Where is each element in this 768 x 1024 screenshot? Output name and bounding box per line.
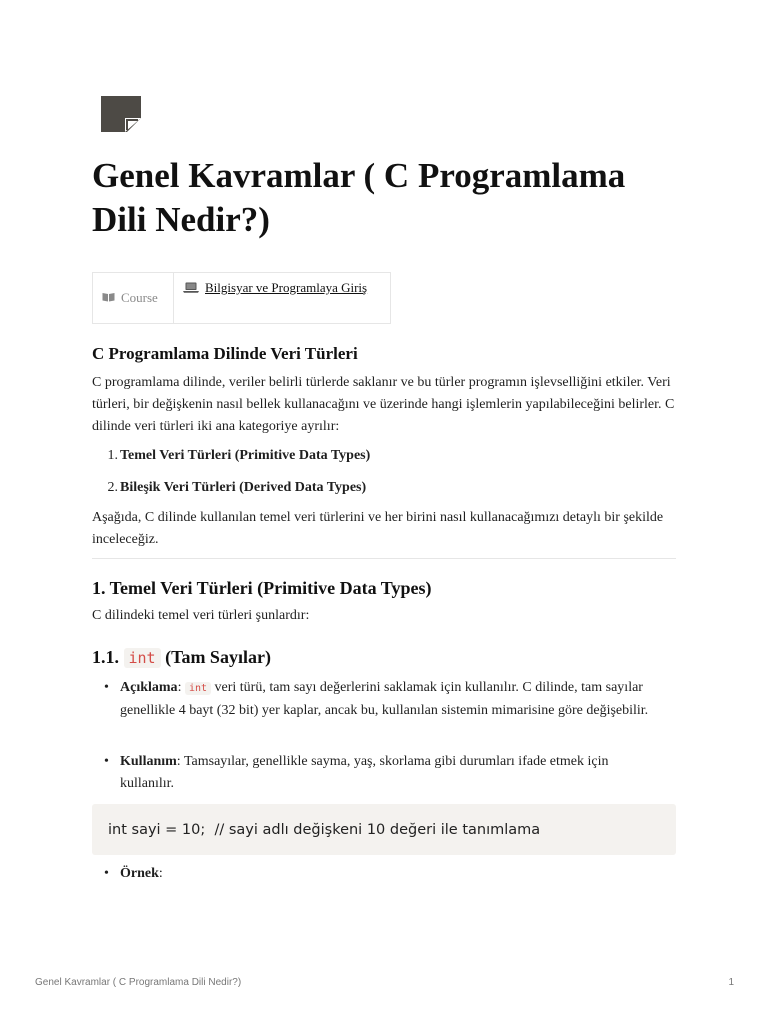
- bullet-label: Örnek: [120, 866, 159, 881]
- bullet-label: Kullanım: [120, 754, 177, 769]
- open-book-icon: [102, 290, 115, 306]
- paragraph: C programlama dilinde, veriler belirli türlerde saklanır ve bu türler programın işlevselliğini etkiler. Veri türleri, bir değişkenin nasıl bellek kullanacağını ve üzerinde hangi işlemlerin yapılabileceğini belirler. C dilinde veri türleri iki ana kategoriye ayrılır:: [92, 375, 675, 434]
- list-item: • Örnek:: [120, 863, 660, 885]
- page-title: Genel Kavramlar ( C Programlama Dili Nedir?): [92, 156, 626, 239]
- property-table: [92, 272, 391, 324]
- bullet: •: [104, 754, 109, 769]
- property-key: [93, 273, 174, 323]
- divider: [92, 558, 676, 559]
- property-key-label: Course: [121, 290, 158, 305]
- subsection-number: 1.1.: [92, 647, 119, 667]
- property-value[interactable]: [174, 273, 375, 323]
- paragraph: Aşağıda, C dilinde kullanılan temel veri türlerini ve her birini nasıl kullanacağımızı detaylı bir şekilde inceleceğiz.: [92, 510, 664, 547]
- code-block: int sayi = 10; // sayi adlı değişkeni 10 değeri ile tanımlama: [92, 804, 676, 855]
- subsection-title: (Tam Sayılar): [165, 647, 271, 667]
- list-item: • Açıklama: int veri türü, tam sayı değerlerini saklamak için kullanılır. C dilinde, tam sayılar genellikle 4 bayt (32 bit) yer kaplar, ancak bu, kullanılan sistemin mimarisine göre değişebilir.: [120, 677, 660, 722]
- inline-code: int: [185, 682, 211, 695]
- bullet: •: [104, 680, 109, 695]
- section-heading: 1. Temel Veri Türleri (Primitive Data Types): [92, 578, 432, 598]
- footer-title: Genel Kavramlar ( C Programlama Dili Nedir?): [35, 977, 242, 988]
- sticky-note-icon: [101, 96, 141, 132]
- paragraph: C dilindeki temel veri türleri şunlardır:: [92, 608, 310, 623]
- page-number: 1: [728, 977, 734, 988]
- bullet-text: veri türü, tam sayı değerlerini saklamak için kullanılır. C dilinde, tam sayılar genellikle 4 bayt (32 bit) yer kaplar, ancak bu, kullanılan sistemin mimarisine göre değişebilir.: [120, 680, 649, 718]
- bullet-text: Tamsayılar, genellikle sayma, yaş, skorlama gibi durumları ifade etmek için kullanılır.: [120, 754, 609, 791]
- section-heading: C Programlama Dilinde Veri Türleri: [92, 344, 358, 363]
- course-link[interactable]: Bilgisyar ve Programlaya Giriş: [205, 280, 368, 295]
- subsection-heading: [92, 644, 676, 671]
- list-item-text: Bileşik Veri Türleri (Derived Data Types): [120, 480, 367, 495]
- list-item: [107, 445, 660, 467]
- list-item-text: Temel Veri Türleri (Primitive Data Types): [120, 448, 371, 463]
- laptop-icon: [183, 278, 199, 300]
- list-item: [107, 477, 660, 499]
- list-marker: 2.: [107, 480, 118, 495]
- inline-code: int: [124, 648, 161, 668]
- list-marker: 1.: [107, 448, 118, 463]
- bullet: •: [104, 866, 109, 881]
- bullet-label: Açıklama: [120, 680, 178, 695]
- list-item: • Kullanım: Tamsayılar, genellikle sayma, yaş, skorlama gibi durumları ifade etmek için kullanılır.: [120, 751, 660, 795]
